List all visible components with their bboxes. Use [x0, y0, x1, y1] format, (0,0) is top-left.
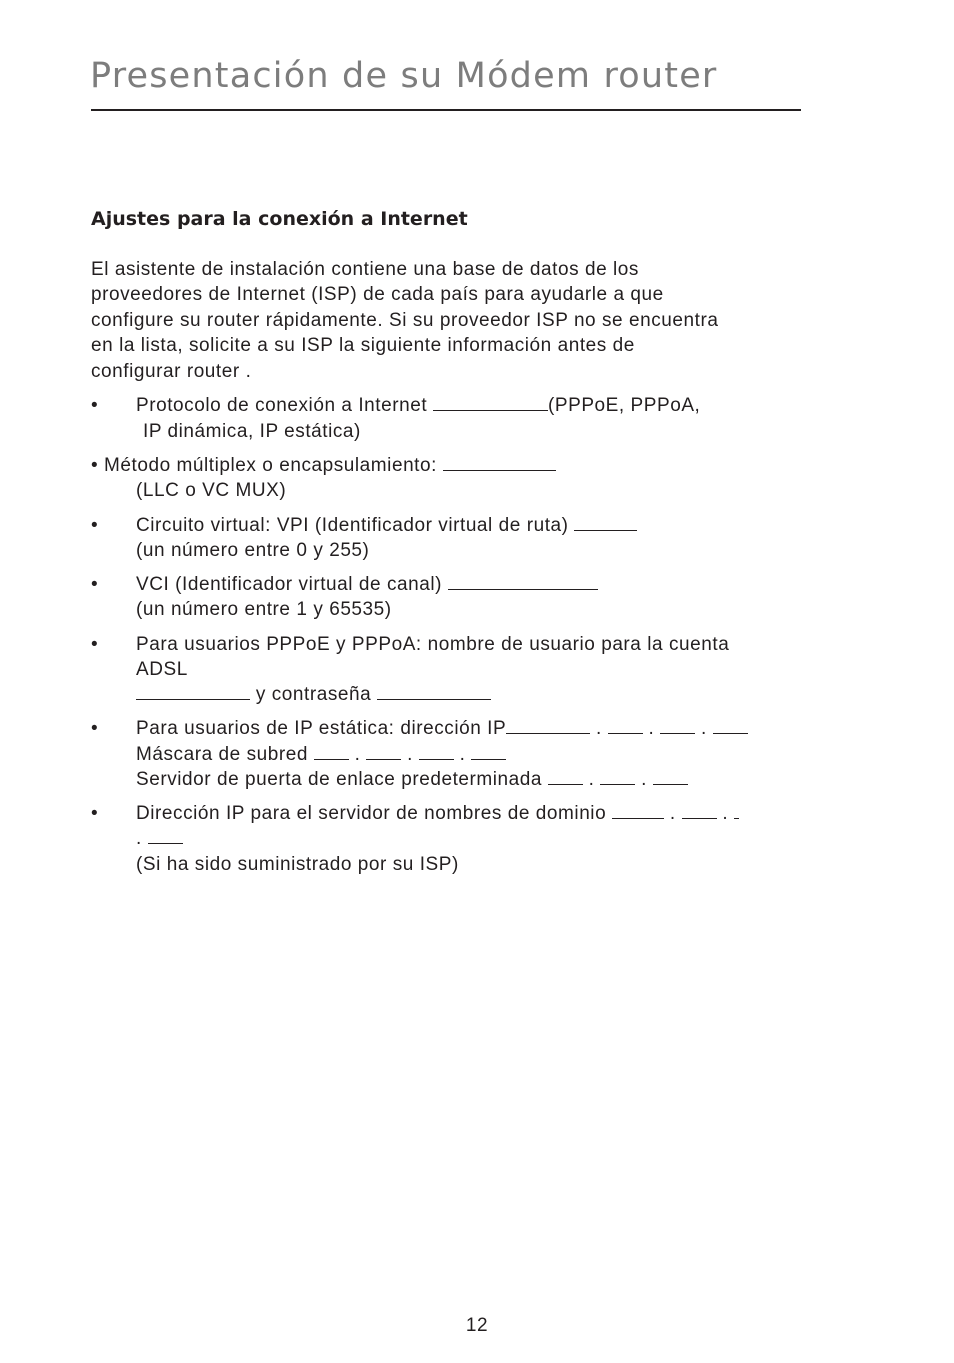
page-title: Presentación de su Módem router [90, 56, 718, 96]
vci-label: VCI (Identificador virtual de canal) [136, 574, 448, 595]
dot: . [635, 769, 653, 790]
dns-line [136, 801, 739, 826]
protocol-blank[interactable] [433, 393, 548, 411]
multiplex-blank[interactable] [443, 453, 556, 471]
subnet-octet-blank[interactable] [366, 742, 401, 760]
ip-octet-blank[interactable] [660, 716, 695, 734]
subnet-octet-blank[interactable] [471, 742, 506, 760]
title-divider [91, 109, 801, 111]
intro-line: El asistente de instalación contiene una base de datos de los [91, 259, 639, 280]
vpi-item [136, 513, 637, 538]
ip-octet-blank[interactable] [506, 716, 590, 734]
subnet-octet-blank[interactable] [419, 742, 454, 760]
intro-line: configurar router . [91, 360, 252, 382]
page-number: 12 [465, 1315, 489, 1336]
vpi-blank[interactable] [574, 513, 637, 531]
dot: . [582, 769, 601, 790]
dot: . [348, 744, 367, 765]
bullet: • [91, 395, 98, 416]
multiplex-hint: (LLC o VC MUX) [136, 480, 287, 501]
pppoe-line: ADSL [136, 659, 188, 680]
dot: . [695, 718, 713, 739]
dns-cont-line [136, 826, 183, 851]
static-ip-line [136, 716, 748, 741]
ip-octet-blank[interactable] [713, 716, 748, 734]
username-blank[interactable] [136, 682, 250, 700]
bullet: • [91, 574, 98, 595]
vpi-hint: (un número entre 0 y 255) [136, 540, 370, 561]
dns-octet-blank[interactable] [148, 826, 183, 844]
section-heading: Ajustes para la conexión a Internet [91, 208, 468, 230]
gateway-octet-blank[interactable] [653, 767, 688, 785]
bullet: • [91, 718, 98, 739]
dot: . [590, 718, 608, 739]
vci-hint: (un número entre 1 y 65535) [136, 599, 392, 620]
multiplex-label: • Método múltiplex o encapsulamiento: [91, 455, 443, 476]
bullet: • [91, 634, 98, 655]
subnet-octet-blank[interactable] [314, 742, 349, 760]
dot: . [136, 828, 148, 849]
dns-note: (Si ha sido suministrado por su ISP) [136, 854, 459, 875]
ip-octet-blank[interactable] [608, 716, 643, 734]
dns-octet-blank[interactable] [682, 801, 717, 819]
intro-paragraph [91, 257, 811, 384]
intro-line: proveedores de Internet (ISP) de cada país para ayudarle a que [91, 284, 664, 306]
password-blank[interactable] [377, 682, 491, 700]
dns-label: Dirección IP para el servidor de nombres de dominio [136, 803, 613, 824]
dot: . [664, 803, 682, 824]
bullet: • [91, 803, 98, 824]
protocol-label: Protocolo de conexión a Internet [136, 395, 433, 416]
gateway-line [136, 767, 688, 792]
multiplex-item [91, 453, 556, 478]
gateway-octet-blank[interactable] [548, 767, 583, 785]
password-label: y contraseña [250, 684, 378, 705]
gateway-octet-blank[interactable] [600, 767, 635, 785]
pppoe-line: Para usuarios PPPoE y PPPoA: nombre de usuario para la cuenta [136, 634, 730, 655]
subnet-label: Máscara de subred [136, 744, 314, 765]
protocol-item [136, 393, 700, 418]
dot: . [401, 744, 419, 765]
vpi-label: Circuito virtual: VPI (Identificador virtual de ruta) [136, 515, 575, 536]
protocol-options: (PPPoE, PPPoA, [548, 395, 701, 416]
intro-line: configure su router rápidamente. Si su proveedor ISP no se encuentra [91, 309, 719, 331]
pppoe-credentials [136, 682, 491, 707]
dot: . [716, 803, 735, 824]
dot: . [642, 718, 661, 739]
gateway-label: Servidor de puerta de enlace predeterminada [136, 769, 548, 790]
ip-label: Para usuarios de IP estática: dirección IP [136, 718, 507, 739]
protocol-options-cont: IP dinámica, IP estática) [143, 421, 361, 442]
vci-item [136, 572, 598, 597]
vci-blank[interactable] [448, 572, 598, 590]
dot: . [453, 744, 472, 765]
dns-octet-blank[interactable] [612, 801, 664, 819]
intro-line: en la lista, solicite a su ISP la siguiente información antes de [91, 335, 635, 357]
subnet-line [136, 742, 506, 767]
bullet: • [91, 515, 98, 536]
dns-octet-blank[interactable] [734, 801, 739, 819]
